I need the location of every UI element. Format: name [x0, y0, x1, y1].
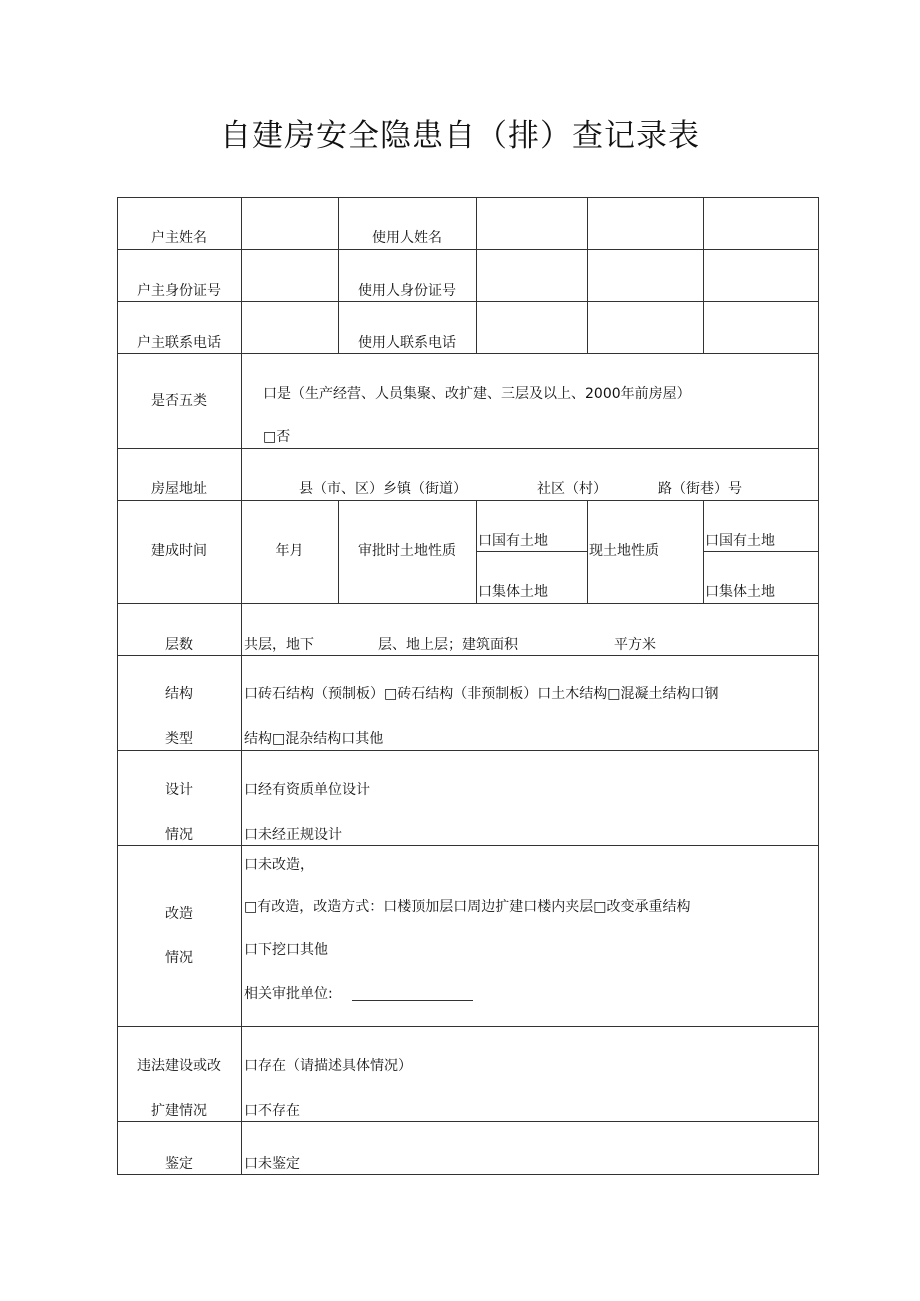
row-divider	[117, 448, 819, 449]
five-types-yes-checkbox[interactable]: 口是（生产经营、人员集聚、改扩建、三层及以上、2000年前房屋）	[263, 386, 691, 402]
user-name-label: 使用人姓名	[372, 230, 442, 246]
appraisal-label: 鉴定	[165, 1156, 193, 1172]
built-time-label: 建成时间	[151, 543, 207, 559]
owner-name-label: 户主姓名	[151, 230, 207, 246]
row-divider	[117, 1121, 819, 1122]
address-road-text: 路（街巷）号	[658, 481, 742, 497]
renovation-approval-label: 相关审批单位:	[244, 986, 333, 1002]
approval-land-state-checkbox[interactable]: 口国有土地	[478, 533, 548, 549]
address-county-text: 县（市、区）乡镇（街道）	[299, 481, 467, 497]
approval-land-collective-checkbox[interactable]: 口集体土地	[478, 584, 548, 600]
column-divider	[703, 197, 704, 353]
renovation-label-line2: 情况	[165, 950, 193, 966]
illegal-not-exists-checkbox[interactable]: 口不存在	[244, 1103, 300, 1119]
design-unqualified-checkbox[interactable]: 口未经正规设计	[244, 827, 342, 843]
table-border-bottom	[117, 1174, 819, 1175]
user-phone-label: 使用人联系电话	[358, 335, 456, 351]
floors-area-text: 层、地上层；建筑面积	[378, 637, 518, 653]
cell-divider	[703, 551, 819, 552]
row-divider	[117, 1026, 819, 1027]
renovation-approval-input-line[interactable]	[352, 1000, 473, 1001]
address-label: 房屋地址	[151, 481, 207, 497]
structure-label: 结构	[165, 686, 193, 702]
column-divider	[703, 500, 704, 603]
label-column-divider	[241, 197, 242, 1175]
table-border-top	[117, 197, 819, 198]
renovation-other-checkboxes[interactable]: 口下挖口其他	[244, 942, 328, 958]
floors-total-text: 共层，地下	[244, 637, 314, 653]
illegal-construction-label-line2: 扩建情况	[151, 1103, 207, 1119]
column-divider	[338, 197, 339, 353]
column-divider	[476, 197, 477, 353]
owner-phone-label: 户主联系电话	[137, 335, 221, 351]
row-divider	[117, 603, 819, 604]
row-divider	[117, 500, 819, 501]
illegal-exists-checkbox[interactable]: 口存在（请描述具体情况）	[244, 1058, 412, 1074]
appraisal-not-done-checkbox[interactable]: 口未鉴定	[244, 1156, 300, 1172]
renovation-label: 改造	[165, 906, 193, 922]
column-divider	[476, 500, 477, 603]
design-label-line2: 情况	[165, 827, 193, 843]
design-qualified-checkbox[interactable]: 口经有资质单位设计	[244, 782, 370, 798]
column-divider	[587, 197, 588, 353]
approval-land-label: 审批时土地性质	[358, 543, 456, 559]
row-divider	[117, 655, 819, 656]
built-year-month-text: 年月	[275, 543, 304, 559]
floors-label: 层数	[165, 637, 193, 653]
row-divider	[117, 353, 819, 354]
inspection-form-table	[117, 197, 819, 1175]
renovation-none-checkbox[interactable]: 口未改造，	[244, 857, 314, 873]
floors-unit-text: 平方米	[614, 637, 656, 653]
user-id-label: 使用人身份证号	[358, 283, 456, 299]
cell-divider	[476, 551, 588, 552]
structure-label-line2: 类型	[165, 731, 193, 747]
row-divider	[117, 301, 819, 302]
structure-options-line1[interactable]: 口砖石结构（预制板）□砖石结构（非预制板）口土木结构□混凝土结构口钢	[244, 686, 719, 702]
renovation-methods-checkboxes[interactable]: □有改造，改造方式：口楼顶加层口周边扩建口楼内夹层□改变承重结构	[244, 899, 691, 915]
page-title: 自建房安全隐患自（排）查记录表	[220, 118, 700, 154]
address-community-text: 社区（村）	[537, 481, 607, 497]
design-label: 设计	[165, 782, 193, 798]
five-types-label: 是否五类	[151, 393, 207, 409]
five-types-no-checkbox[interactable]: □否	[263, 429, 291, 445]
illegal-construction-label: 违法建设或改	[137, 1058, 221, 1074]
structure-options-line2[interactable]: 结构□混杂结构口其他	[244, 731, 384, 747]
current-land-collective-checkbox[interactable]: 口集体土地	[705, 584, 775, 600]
column-divider	[587, 500, 588, 603]
row-divider	[117, 845, 819, 846]
row-divider	[117, 750, 819, 751]
current-land-state-checkbox[interactable]: 口国有土地	[705, 533, 775, 549]
row-divider	[117, 249, 819, 250]
owner-id-label: 户主身份证号	[137, 283, 221, 299]
current-land-label: 现土地性质	[589, 543, 659, 559]
table-border-right	[818, 197, 819, 1175]
